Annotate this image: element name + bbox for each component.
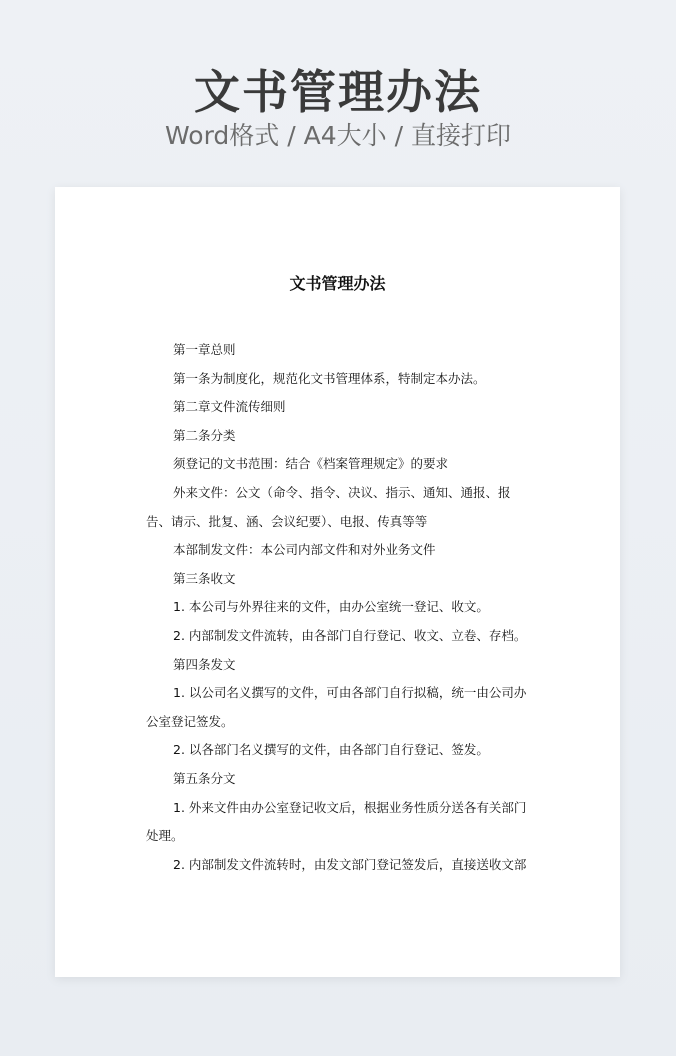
paragraph: 第四条发文: [173, 656, 236, 672]
paragraph: 第一章总则: [173, 342, 236, 357]
document-title: 文书管理办法: [289, 274, 386, 293]
document-body: [146, 336, 532, 879]
banner-title: 文书管理办法: [194, 65, 482, 119]
paragraph: 2. 以各部门名义撰写的文件，由各部门自行登记、签发。: [173, 742, 489, 758]
document-page: [55, 187, 620, 977]
banner-subtitle: Word格式 / A4大小 / 直接打印: [165, 121, 511, 150]
paragraph: 本部制发文件：本公司内部文件和对外业务文件: [173, 542, 436, 558]
paragraph: 第五条分文: [173, 770, 236, 786]
paragraph: 外来文件：公文（命令、指令、决议、指示、通知、通报、报告、请示、批复、涵、会议纪要）、电报、传真等等: [146, 484, 511, 529]
paragraph: 第二条分类: [173, 427, 236, 443]
paragraph: 第二章文件流传细则: [173, 399, 286, 415]
paragraph: 1. 外来文件由办公室登记收文后，根据业务性质分送各有关部门处理。: [146, 799, 527, 844]
paragraph: 1. 本公司与外界往来的文件，由办公室统一登记、收文。: [173, 599, 489, 615]
paragraph: 第一条为制度化，规范化文书管理体系，特制定本办法。: [173, 370, 486, 386]
paragraph: 1. 以公司名义撰写的文件，可由各部门自行拟稿，统一由公司办公室登记签发。: [146, 685, 527, 729]
paragraph: 须登记的文书范围：结合《档案管理规定》的要求: [173, 456, 449, 472]
paragraph: 2. 内部制发文件流转，由各部门自行登记、收文、立卷、存档。: [173, 627, 527, 643]
paragraph: 第三条收文: [173, 570, 236, 586]
paragraph: 2. 内部制发文件流转时，由发文部门登记签发后，直接送收文部: [173, 856, 527, 872]
